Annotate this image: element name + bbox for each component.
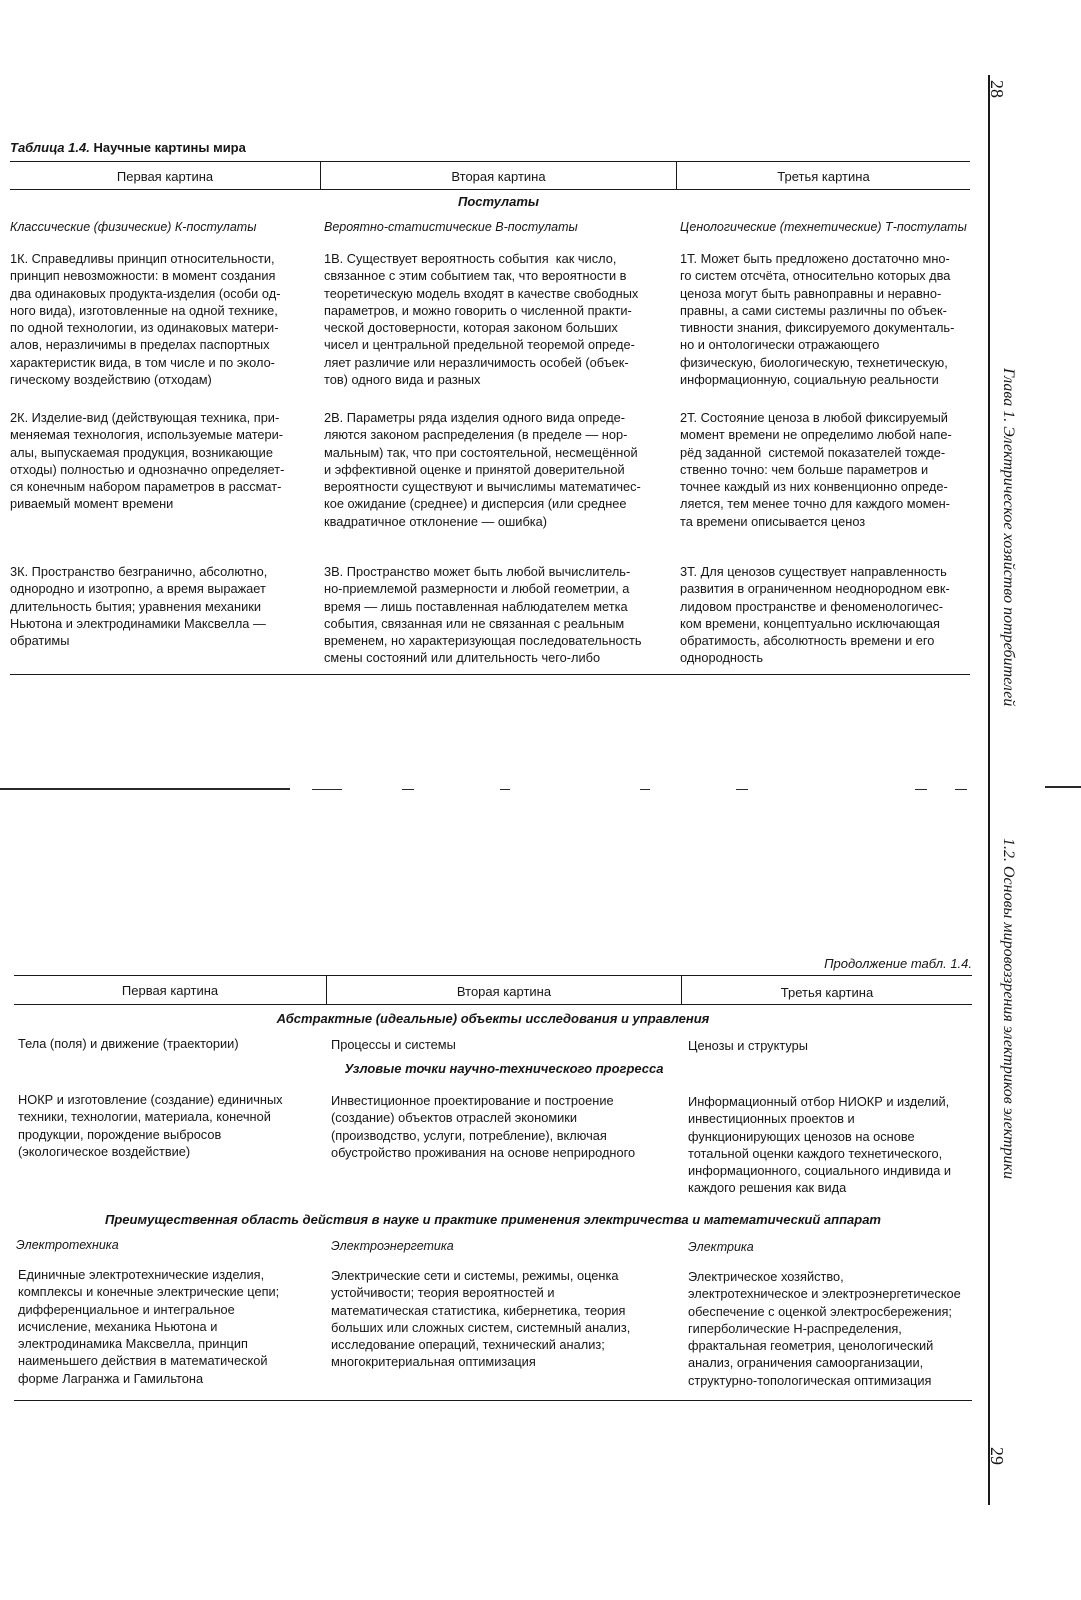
page-number-bottom: 29 (987, 1447, 1007, 1465)
table2-field-1: Электротехника (16, 1238, 119, 1252)
table2-header-rule (14, 1004, 972, 1005)
table2-math-2: Электрические сети и системы, режимы, оценка устойчивости; теория вероятностей и математическая статистика, кибернетика, теория больших или сложных систем, системный анализ, исследование операций, технический анализ; многокритериальная оптимизация (331, 1268, 631, 1370)
table2-section-application: Преимущественная область действия в науке и практике применения электричества и математический аппарат (105, 1212, 881, 1227)
table1-top-rule (10, 161, 970, 162)
table1-col-header: Первая картина (116, 169, 214, 184)
table2-bottom-rule (14, 1400, 972, 1401)
table1-subhead: Классические (физические) К-постулаты (10, 220, 257, 234)
table1-cell-2k: 2К. Изделие-вид (действующая техника, при- меняемая технология, используемые матери- алы, выпускаемая продукция, возникающие отходы) полностью и однозначно определяет- ся конечным набором параметров в рассмат- риваемый момент времени (10, 410, 285, 512)
table1-section-title: Постулаты (458, 194, 539, 209)
table2-objects-1: Тела (поля) и движение (траектории) (18, 1036, 239, 1051)
table2-math-1: Единичные электротехнические изделия, комплексы и конечные электрические цепи; дифференциальное и интегральное исчисление, механика Ньютона и электродинамика Максвелла, принцип наименьшего действия в математической форме Лагранжа и Гамильтона (18, 1267, 280, 1386)
table1-header-rule (10, 189, 970, 190)
table1-subhead: Вероятно-статистические В-постулаты (324, 220, 578, 234)
table-caption-text: Научные картины мира (93, 140, 246, 155)
table2-nodes-3: Информационный отбор НИОКР и изделий, инвестиционных проектов и функционирующих ценозов на основе тотальной оценки каждого технетического, информационного, социального индивида и каждого решения как вида (688, 1094, 952, 1196)
table1-col-header: Вторая картина (451, 169, 546, 184)
table2-top-rule (14, 975, 972, 976)
table1-cell-3v: 3В. Пространство может быть любой вычислитель- но-приемлемой размерности и любой геометрии, а время — лишь поставленная наблюдателем метка события, связанная или не связанная с реальным временем, но характеризующая последовательность смены состояний или длительность чего-либо (324, 564, 642, 666)
table1-cell-3t: 3Т. Для ценозов существует направленность развития в ограниченном неоднородном евк- лидовом пространстве и феноменологичес- ком времени, концептуально исключающая обратимость, абсолютность времени и его однородность (680, 564, 950, 666)
table1-cell-2t: 2Т. Состояние ценоза в любой фиксируемый момент времени не определимо любой напе- рёд заданной системой показателей тожде- ственно точно: чем больше параметров и точнее каждый из них конвенционно опреде- ляется, тем менее точно для каждого момен- та времени описывается ценоз (680, 410, 952, 529)
table1-col-header: Третья картина (777, 169, 870, 184)
table1-cell-3k: 3К. Пространство безгранично, абсолютно, однородно и изотропно, а время выражает длительность бытия; уравнения механики Ньютона и электродинамики Максвелла — обратимы (10, 564, 268, 649)
table-caption-label: Таблица 1.4. (10, 140, 90, 155)
chapter-running-head: Глава 1. Электрическое хозяйство потребителей (1000, 368, 1017, 707)
table-caption (10, 140, 246, 155)
table2-nodes-1: НОКР и изготовление (создание) единичных техники, технологии, материала, конечной продукции, порождение выбросов (экологическое воздействие) (18, 1092, 283, 1159)
table2-objects-2: Процессы и системы (331, 1037, 456, 1052)
table2-math-3: Электрическое хозяйство, электротехническое и электроэнергетическое обеспечение с оценкой электросбережения; гиперболические H-распределения, фрактальная геометрия, ценологический анализ, ограничения самоорганизации, структурно-топологическая оптимизация (688, 1269, 961, 1388)
margin-rule (988, 75, 990, 1505)
table2-col-header: Вторая картина (456, 984, 552, 999)
table2-section-nodes: Узловые точки научно-технического прогресса (344, 1061, 664, 1076)
table2-objects-3: Ценозы и структуры (688, 1038, 808, 1053)
page-number-top: 28 (987, 80, 1007, 98)
table2-col-header: Третья картина (780, 985, 874, 1000)
table1-cell-2v: 2В. Параметры ряда изделия одного вида опреде- ляются законом распределения (в пределе — нор- мальным) так, что при состоятельной, несмещённой и эффективной оценке и принятой доверительной вероятности существуют и вычислимы математичес- кое ожидание (среднее) и дисперсия (или среднее квадратичное отклонение — ошибка) (324, 410, 641, 529)
table1-cell-1t: 1Т. Может быть предложено достаточно мно- го систем отсчёта, относительно которых два ценоза могут быть равноправны и неравно- правны, а сами системы различны по объек- тивности знания, фиксируемого документаль- но и онтологически отражающего физическую, биологическую, технетическую, информационную, социальную реальности (680, 251, 955, 388)
table2-field-3: Электрика (688, 1240, 754, 1254)
table1-bottom-rule (10, 674, 970, 675)
continuation-label: Продолжение табл. 1.4. (824, 956, 972, 971)
table2-section-objects: Абстрактные (идеальные) объекты исследования и управления (276, 1011, 710, 1026)
section-running-head: 1.2. Основы мировоззрения электриков электрики (1000, 838, 1017, 1180)
table1-cell-1k: 1К. Справедливы принцип относительности, принцип невозможности: в момент создания два одинаковых продукта-изделия (особи од- ного вида), изготовленные на одной технике, по одной технологии, из одинаковых матери- алов, неразличимы в пределах паспортных характеристик вида, в том числе и по эколо- гическому воздействию (отходам) (10, 251, 281, 388)
table2-field-2: Электроэнергетика (331, 1239, 454, 1253)
table2-col-header: Первая картина (121, 983, 219, 998)
table1-subhead: Ценологические (технетические) Т-постулаты (680, 220, 967, 234)
table2-nodes-2: Инвестиционное проектирование и построение (создание) объектов отраслей экономики (производство, услуги, потребление), включая обустройство проживания на основе неприродного (331, 1093, 636, 1160)
table1-cell-1v: 1В. Существует вероятность события как число, связанное с этим событием так, что вероятности в теоретическую модель входят в качестве свободных параметров, и можно говорить о численной практи- ческой достоверности, которая законом больших чисел и центральной предельной теоремой опреде- ляет различие или неразличимость особей (объек- тов) одного вида и разных (324, 251, 639, 388)
